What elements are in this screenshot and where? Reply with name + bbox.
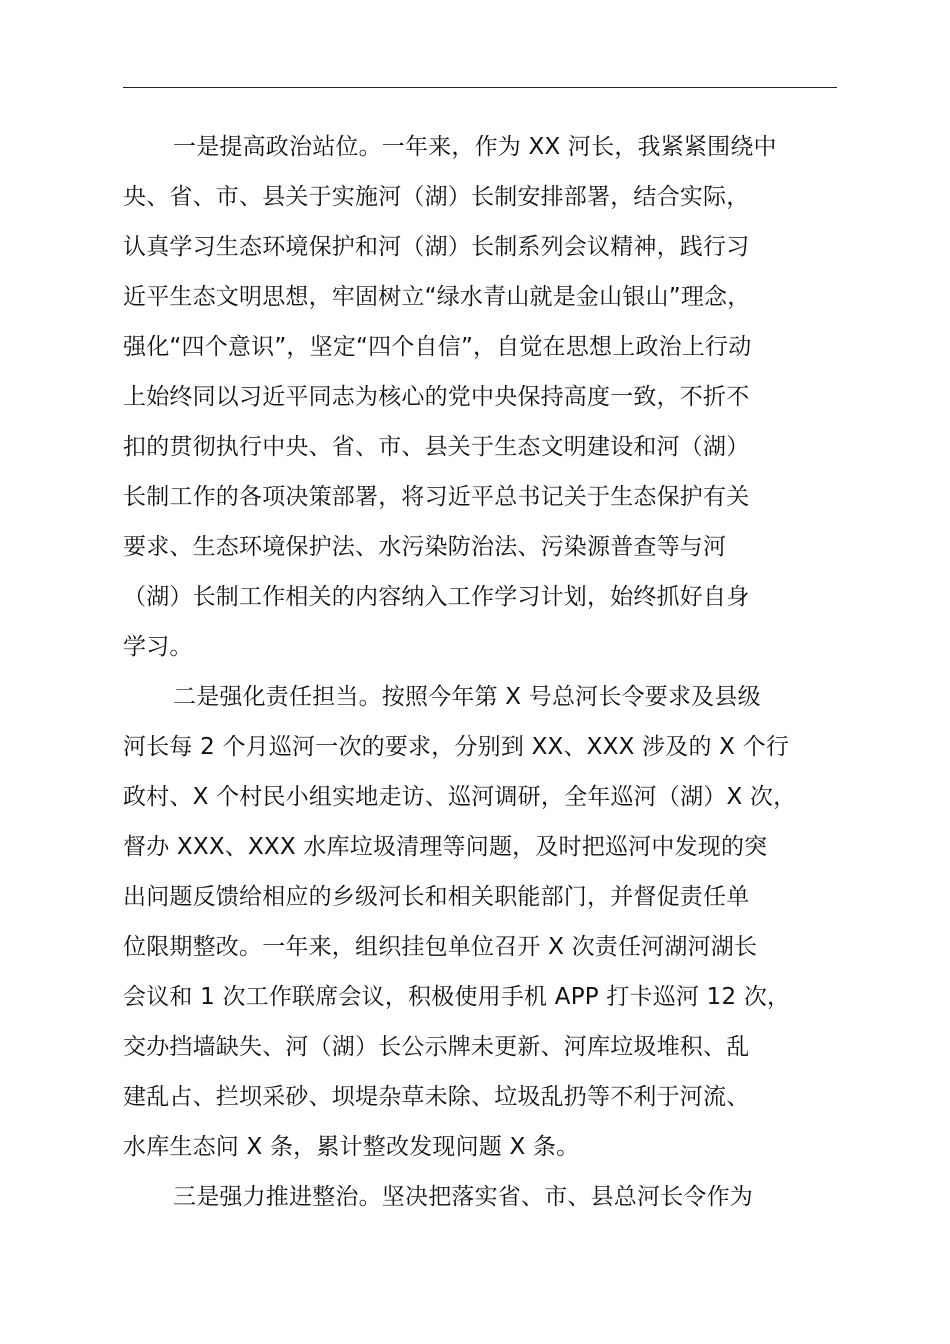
paragraph-2-line-3: 政村、X 个村民小组实地走访、巡河调研，全年巡河（湖）X 次，: [123, 784, 797, 810]
paragraph-2-line-7: 会议和 1 次工作联席会议，积极使用手机 APP 打卡巡河 12 次，: [123, 984, 791, 1010]
paragraph-1-line-8: 长制工作的各项决策部署，将习近平总书记关于生态保护有关: [123, 484, 750, 510]
paragraph-2-line-8: 交办挡墙缺失、河（湖）长公示牌未更新、河库垃圾堆积、乱: [123, 1034, 750, 1060]
paragraph-1-line-9: 要求、生态环境保护法、水污染防治法、污染源普查等与河: [123, 534, 727, 560]
paragraph-1-line-3: 认真学习生态环境保护和河（湖）长制系列会议精神，践行习: [123, 234, 750, 260]
paragraph-1-line-1: 一是提高政治站位。一年来，作为 XX 河长，我紧紧围绕中: [173, 134, 777, 160]
paragraph-1-line-10: （湖）长制工作相关的内容纳入工作学习计划，始终抓好自身: [123, 584, 750, 610]
paragraph-2-line-10: 水库生态问 X 条，累计整改发现问题 X 条。: [123, 1134, 580, 1160]
paragraph-2-line-5: 出问题反馈给相应的乡级河长和相关职能部门，并督促责任单: [123, 884, 750, 910]
paragraph-1-line-7: 扣的贯彻执行中央、省、市、县关于生态文明建设和河（湖）: [123, 434, 750, 460]
paragraph-1-line-11: 学习。: [123, 634, 193, 660]
paragraph-1-line-6: 上始终同以习近平同志为核心的党中央保持高度一致，不折不: [123, 384, 750, 410]
paragraph-2-line-6: 位限期整改。一年来，组织挂包单位召开 X 次责任河湖河湖长: [123, 934, 758, 960]
paragraph-2-line-1: 二是强化责任担当。按照今年第 X 号总河长令要求及县级: [173, 684, 761, 710]
paragraph-2-line-2: 河长每 2 个月巡河一次的要求，分别到 XX、XXX 涉及的 X 个行: [123, 734, 790, 760]
paragraph-2-line-4: 督办 XXX、XXX 水库垃圾清理等问题，及时把巡河中发现的突: [123, 834, 768, 860]
paragraph-1-line-5: 强化“四个意识”，坚定“四个自信”，自觉在思想上政治上行动: [123, 334, 752, 360]
header-rule: [123, 87, 837, 88]
body-text: [123, 129, 863, 1229]
paragraph-1-line-2: 央、省、市、县关于实施河（湖）长制安排部署，结合实际，: [123, 184, 750, 210]
paragraph-1-line-4: 近平生态文明思想，牢固树立“绿水青山就是金山银山”理念，: [123, 284, 751, 310]
paragraph-3-line-1: 三是强力推进整治。坚决把落实省、市、县总河长令作为: [173, 1184, 753, 1210]
paragraph-2-line-9: 建乱占、拦坝采砂、坝堤杂草未除、垃圾乱扔等不利于河流、: [123, 1084, 750, 1110]
